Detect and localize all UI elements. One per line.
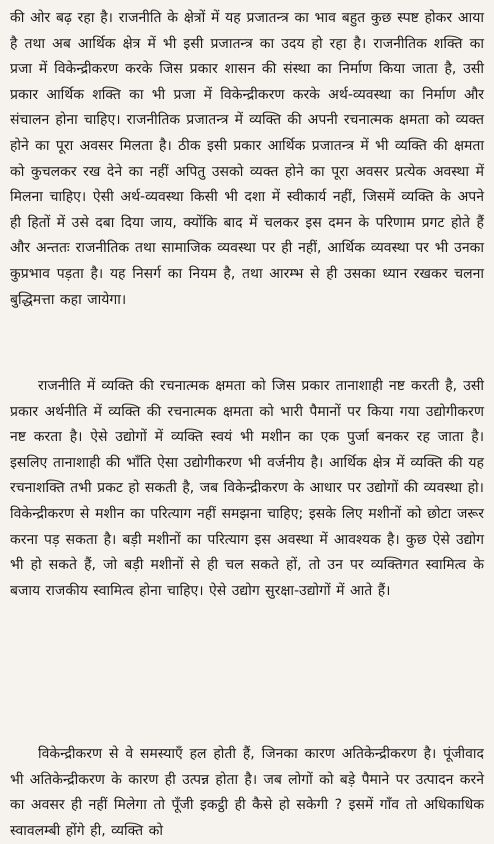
paragraph-3: विकेन्द्रीकरण से वे समस्याएँ हल होती हैं, जिनका कारण अतिकेन्द्रीकरण है। पूंजीवाद भी अतिकेन्द्रीकरण के कारण ही उत्पन्न होता है। जब लोगों को बड़े पैमाने पर उत्पादन करने का अवसर ही नहीं मिलेगा तो पूँजी इकट्ठी ही कैसे हो सकेगी ? इसमें गाँव तो अधिकाधिक स्वावलम्बी होंगे ही, व्यक्ति को	[10, 746, 484, 839]
paragraph-2: राजनीति में व्यक्ति की रचनात्मक क्षमता को जिस प्रकार तानाशाही नष्ट करती है, उसी प्रकार अर्थनीति में व्यक्ति की रचनात्मक क्षमता को भारी पैमानों पर किया गया उद्योगीकरण नष्ट करता है। ऐसे उद्योगों में व्यक्ति स्वयं भी मशीन का एक पुर्जा बनकर रह जाता है। इसलिए तानाशाही की भाँति ऐसा उद्योगीकरण भी वर्जनीय है। आर्थिक क्षेत्र में व्यक्ति की यह रचनाशक्ति तभी प्रकट हो सकती है, जब विकेन्द्रीकरण के आधार पर उद्योगों की व्यवस्था हो। विकेन्द्रीकरण से मशीन का परित्याग नहीं समझना चाहिए; इसके लिए मशीनों को छोटा जरूर करना पड़ सकता है। बड़ी मशीनों का परित्याग इस अवस्था में आवश्यक है। कुछ ऐसे उद्योग भी हो सकते हैं, जो बड़ी मशीनों से ही चल सकते हों, तो उन पर व्यक्तिगत स्वामित्व के बजाय राजकीय स्वामित्व होना चाहिए। ऐसे उद्योग सुरक्षा-उद्योगों में आते हैं।	[10, 378, 484, 599]
paragraph-1: की ओर बढ़ रहा है। राजनीति के क्षेत्रों में यह प्रजातन्त्र का भाव बहुत कुछ स्पष्ट होकर आया है तथा अब आर्थिक क्षेत्र में भी इसी प्रजातन्त्र का उदय हो रहा है। राजनीतिक शक्ति का प्रजा में विकेन्द्रीकरण करके जिस प्रकार शासन की संस्था का निर्माण किया जाता है, उसी प्रकार आर्थिक शक्ति का भी प्रजा में विकेन्द्रीकरण करके अर्थ-व्यवस्था का निर्माण और संचालन होना चाहिए। राजनीतिक प्रजातन्त्र में व्यक्ति की अपनी रचनात्मक क्षमता को व्यक्त होने का पूरा अवसर मिलता है। ठीक इसी प्रकार आर्थिक प्रजातन्त्र में भी व्यक्ति की क्षमता को कुचलकर रख देने का नहीं अपितु उसको व्यक्त होने का पूरा अवसर प्रत्येक अवस्था में मिलना चाहिए। ऐसी अर्थ-व्यवस्था किसी भी दशा में स्वीकार्य नहीं, जिसमें व्यक्ति के अपने ही हितों में उसे दबा दिया जाय, क्योंकि बाद में चलकर इस दमन के परिणाम प्रगट होते हैं और अन्ततः राजनीतिक तथा सामाजिक व्यवस्था पर ही नहीं, आर्थिक व्यवस्था पर भी उनका कुप्रभाव पड़ता है। यह निसर्ग का नियम है, तथा आरम्भ से ही उसका ध्यान रखकर चलना बुद्धिमत्ता कहा जायेगा।	[10, 10, 484, 308]
